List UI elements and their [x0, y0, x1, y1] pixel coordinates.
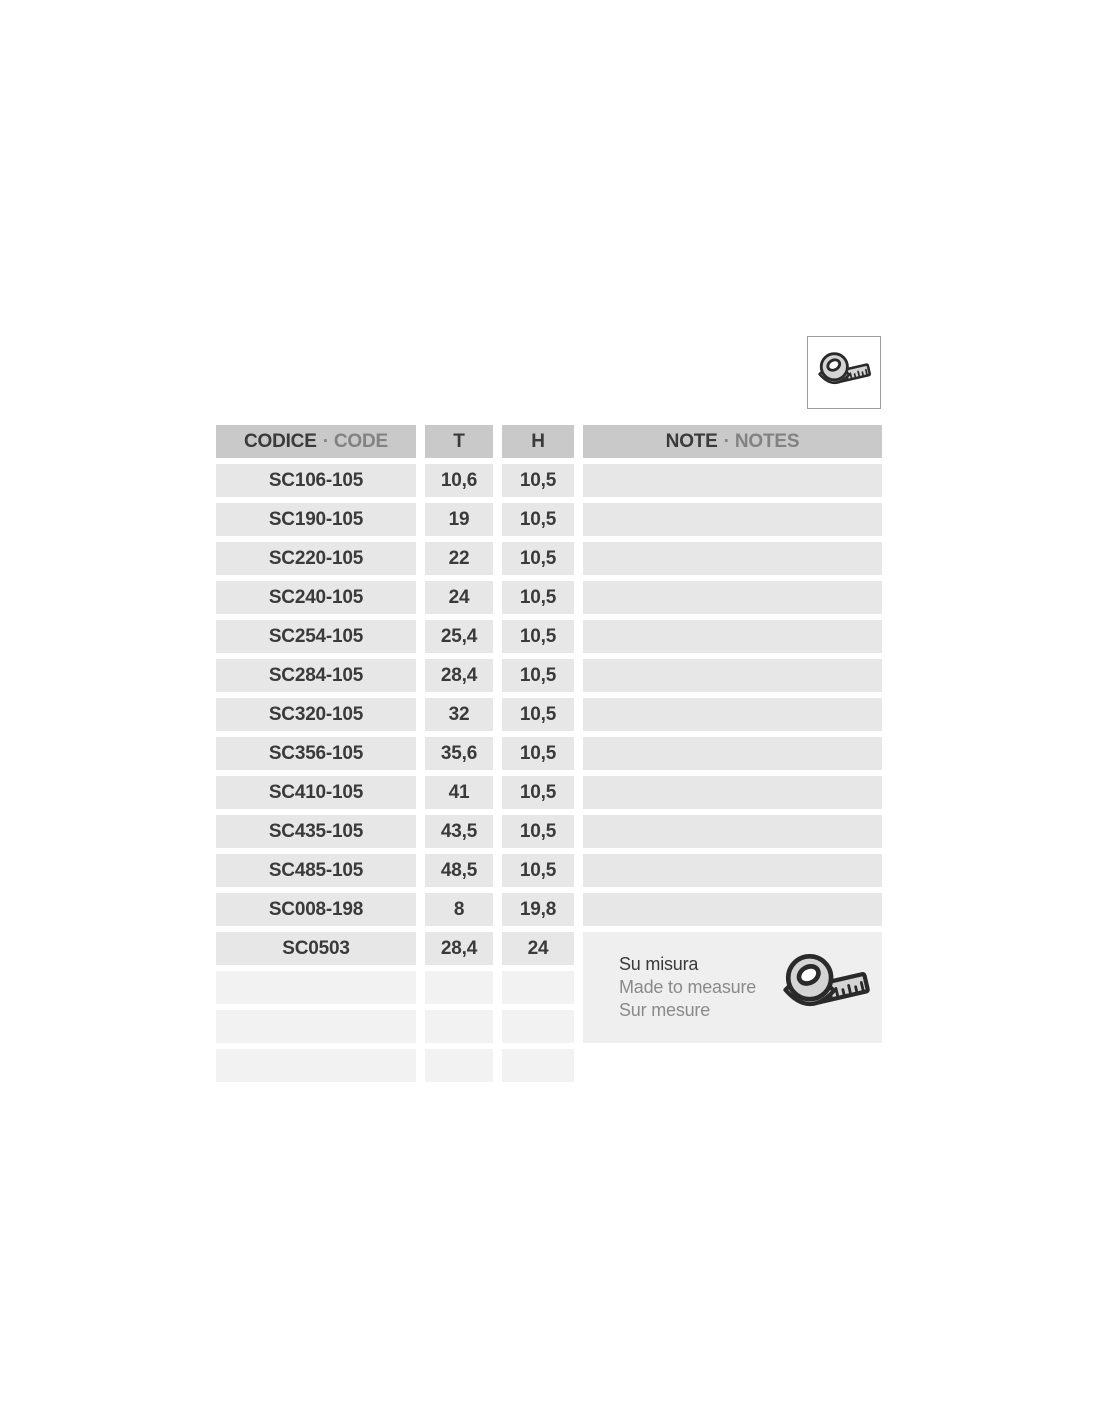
- note-cell: [583, 542, 882, 575]
- t-cell: 28,4: [425, 932, 493, 965]
- h-cell: 10,5: [502, 542, 574, 575]
- t-cell: 48,5: [425, 854, 493, 887]
- t-cell: 28,4: [425, 659, 493, 692]
- empty-h-cell: [502, 971, 574, 1004]
- t-cell: 43,5: [425, 815, 493, 848]
- code-cell: SC284-105: [216, 659, 416, 692]
- header-codice-primary: CODICE: [243, 430, 317, 452]
- code-cell: SC240-105: [216, 581, 416, 614]
- t-cell: 24: [425, 581, 493, 614]
- tape-measure-icon-wrap: [778, 947, 873, 1027]
- made-to-measure-en: Made to measure: [619, 977, 757, 997]
- empty-t-cell: [425, 1049, 493, 1082]
- note-cell: [583, 698, 882, 731]
- code-cell: SC356-105: [216, 737, 416, 770]
- h-cell: 24: [502, 932, 574, 965]
- note-cell: [583, 815, 882, 848]
- made-to-measure-fr: Sur mesure: [619, 1000, 711, 1020]
- code-cell: SC008-198: [216, 893, 416, 926]
- t-cell: 8: [425, 893, 493, 926]
- note-cell: [583, 503, 882, 536]
- icon-box: [807, 336, 881, 409]
- code-cell: SC254-105: [216, 620, 416, 653]
- note-cell: [583, 620, 882, 653]
- code-cell: SC220-105: [216, 542, 416, 575]
- h-cell: 10,5: [502, 815, 574, 848]
- note-cell: [583, 776, 882, 809]
- tape-measure-icon: [815, 348, 873, 397]
- h-cell: 10,5: [502, 698, 574, 731]
- header-note: [583, 425, 882, 458]
- code-cell: SC320-105: [216, 698, 416, 731]
- made-to-measure-it: Su misura: [619, 954, 699, 974]
- header-note-primary: NOTE: [665, 430, 718, 452]
- header-codice-secondary: · CODE: [322, 430, 388, 452]
- t-cell: 19: [425, 503, 493, 536]
- made-to-measure-cell: [583, 932, 882, 1043]
- note-cell: [583, 581, 882, 614]
- note-cell: [583, 737, 882, 770]
- t-cell: 10,6: [425, 464, 493, 497]
- empty-h-cell: [502, 1049, 574, 1082]
- h-cell: 10,5: [502, 620, 574, 653]
- note-cell: [583, 464, 882, 497]
- t-cell: 22: [425, 542, 493, 575]
- code-cell: SC190-105: [216, 503, 416, 536]
- header-h: H: [502, 425, 574, 458]
- code-cell: SC106-105: [216, 464, 416, 497]
- h-cell: 10,5: [502, 854, 574, 887]
- made-to-measure-label: [619, 953, 756, 1022]
- h-cell: 10,5: [502, 737, 574, 770]
- t-cell: 35,6: [425, 737, 493, 770]
- t-cell: 41: [425, 776, 493, 809]
- code-cell: SC435-105: [216, 815, 416, 848]
- note-cell: [583, 893, 882, 926]
- empty-t-cell: [425, 971, 493, 1004]
- t-cell: 32: [425, 698, 493, 731]
- empty-code-cell: [216, 1010, 416, 1043]
- empty-code-cell: [216, 1049, 416, 1082]
- h-cell: 19,8: [502, 893, 574, 926]
- t-cell: 25,4: [425, 620, 493, 653]
- h-cell: 10,5: [502, 503, 574, 536]
- spec-table: [216, 425, 882, 1082]
- h-cell: 10,5: [502, 464, 574, 497]
- h-cell: 10,5: [502, 581, 574, 614]
- code-cell: SC410-105: [216, 776, 416, 809]
- h-cell: 10,5: [502, 776, 574, 809]
- tape-measure-icon: [778, 947, 873, 1027]
- header-codice: [216, 425, 416, 458]
- code-cell: SC0503: [216, 932, 416, 965]
- note-cell: [583, 659, 882, 692]
- empty-t-cell: [425, 1010, 493, 1043]
- code-cell: SC485-105: [216, 854, 416, 887]
- note-cell: [583, 854, 882, 887]
- header-t: T: [425, 425, 493, 458]
- empty-h-cell: [502, 1010, 574, 1043]
- header-note-secondary: · NOTES: [723, 430, 800, 452]
- empty-code-cell: [216, 971, 416, 1004]
- h-cell: 10,5: [502, 659, 574, 692]
